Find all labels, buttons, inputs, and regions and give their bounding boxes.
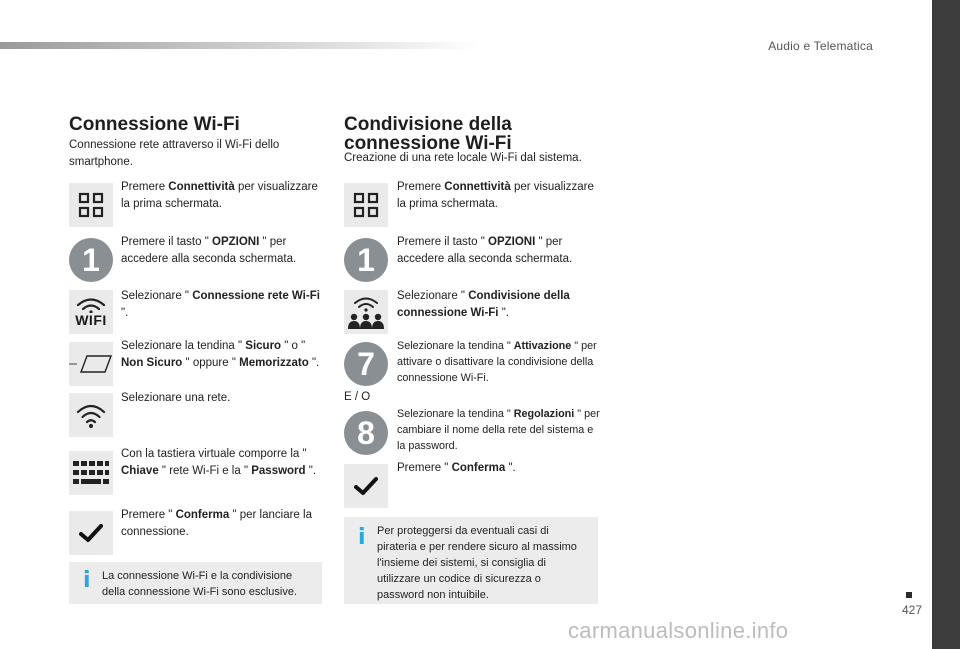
- or-label: E / O: [344, 391, 371, 403]
- right-info-note: [344, 517, 598, 604]
- right-intro: Creazione di una rete locale Wi-Fi dal sistema.: [344, 152, 582, 164]
- step-text-segment: ".: [305, 465, 317, 477]
- step-text-segment: " per lanciare la connessione.: [121, 509, 312, 538]
- left-step-5-text: [121, 390, 326, 407]
- step-badge-7: 7: [344, 342, 388, 386]
- header-gradient-bar: [0, 42, 480, 49]
- step-text-segment: Premere ": [121, 509, 176, 521]
- step-text-segment: Premere il tasto ": [397, 236, 489, 248]
- left-step-2-text: [121, 234, 326, 268]
- right-step-6-text: [397, 460, 602, 477]
- left-step-4-text: [121, 338, 326, 372]
- step-text-segment: Selezionare ": [397, 290, 469, 302]
- wifi-label-tile: [69, 290, 113, 334]
- step-keyword: Condivisione della connessione Wi-Fi: [397, 290, 570, 319]
- network-tile: [69, 393, 113, 437]
- step-text-segment: ".: [121, 307, 129, 319]
- left-step-6-text: [121, 446, 326, 480]
- confirm-tile: [69, 511, 113, 555]
- step-text-segment: " per accedere alla seconda schermata.: [121, 236, 297, 265]
- grid-apps-icon: [77, 191, 105, 219]
- step-text-segment: Con la tastiera virtuale comporre la ": [121, 448, 307, 460]
- wifi-label-icon: [75, 297, 107, 313]
- step-keyword: Connessione rete Wi-Fi: [192, 290, 320, 302]
- step-badge-8: 8: [344, 411, 388, 455]
- parallelogram-field-icon: [69, 353, 113, 375]
- step-text-segment: Premere il tasto ": [121, 236, 213, 248]
- right-section-title: Condivisione della connessione Wi-Fi: [344, 114, 512, 154]
- step-text-segment: Selezionare la tendina ": [397, 340, 514, 352]
- step-keyword: Attivazione: [513, 340, 572, 352]
- step-text-segment: ".: [498, 307, 509, 319]
- wifi-share-icon: [347, 294, 385, 330]
- step-keyword: Regolazioni: [513, 408, 575, 420]
- grid-apps-icon: [352, 191, 380, 219]
- step-keyword: Connettività: [168, 181, 235, 193]
- right-step-1-text: [397, 179, 602, 213]
- step-text-segment: per visualizzare la prima schermata.: [121, 181, 318, 210]
- step-text-segment: Selezionare ": [121, 290, 193, 302]
- step-keyword: Sicuro: [245, 340, 282, 352]
- step-keyword: Password: [251, 465, 306, 477]
- step-keyword: Conferma: [175, 509, 230, 521]
- step-keyword: Connettività: [444, 181, 511, 193]
- step-text-segment: Premere: [397, 181, 445, 193]
- step-keyword: OPZIONI: [488, 236, 536, 248]
- step-badge-1: 1: [344, 238, 388, 282]
- step-text-segment: Premere ": [397, 462, 452, 474]
- step-text-segment: " per accedere alla seconda schermata.: [397, 236, 573, 265]
- step-badge-1: 1: [69, 238, 113, 282]
- checkmark-icon: [354, 476, 378, 496]
- step-text-segment: " rete Wi-Fi e la ": [158, 465, 252, 477]
- step-text-segment: " oppure ": [182, 357, 240, 369]
- step-text-segment: ".: [505, 462, 516, 474]
- step-text-segment: Premere: [121, 181, 169, 193]
- keyboard-icon: [72, 460, 110, 486]
- watermark: carmanualsonline.info: [568, 618, 789, 643]
- step-keyword: Memorizzato: [239, 357, 309, 369]
- left-step-1-text: [121, 179, 326, 213]
- step-keyword: Non Sicuro: [121, 357, 183, 369]
- left-info-note: [69, 562, 322, 604]
- section-header: Audio e Telematica: [768, 39, 873, 53]
- left-section-title: Connessione Wi-Fi: [69, 114, 240, 135]
- step-text-segment: Selezionare una rete.: [121, 392, 231, 404]
- step-keyword: OPZIONI: [212, 236, 260, 248]
- page-number: 427: [901, 603, 922, 617]
- step-text-segment: ".: [308, 357, 320, 369]
- info-icon: i: [83, 568, 91, 593]
- right-step-5-text: [397, 406, 603, 454]
- right-step-4-text: [397, 338, 603, 386]
- step-text-segment: Selezionare la tendina ": [397, 408, 514, 420]
- connectivity-tile: [69, 183, 113, 227]
- step-text-segment: " per cambiare il nome della rete del sistema e la password.: [397, 408, 600, 452]
- checkmark-icon: [79, 523, 103, 543]
- wifi-icon: [75, 402, 107, 428]
- right-step-2-text: [397, 234, 602, 268]
- left-step-7-text: [121, 507, 326, 541]
- right-note-text: Per proteggersi da eventuali casi di pirateria e per rendere sicuro al massimo l'insieme dei sistemi, si consiglia di utilizzare un codice di sicurezza o password non intuibile.: [377, 525, 577, 601]
- step-keyword: Chiave: [121, 465, 159, 477]
- connectivity-tile: [344, 183, 388, 227]
- step-keyword: Conferma: [451, 462, 506, 474]
- info-icon: i: [358, 525, 366, 550]
- step-text-segment: Selezionare la tendina ": [121, 340, 246, 352]
- left-note-text: La connessione Wi-Fi e la condivisione della connessione Wi-Fi sono esclusive.: [102, 570, 298, 598]
- right-step-3-text: [397, 288, 602, 322]
- keyboard-tile: [69, 451, 113, 495]
- step-text-segment: " o ": [281, 340, 306, 352]
- confirm-tile: [344, 464, 388, 508]
- dropdown-tile: [69, 342, 113, 386]
- step-text-segment: " per attivare o disattivare la condivisione della connessione Wi-Fi.: [397, 340, 597, 384]
- left-intro: Connessione rete attraverso il Wi-Fi dello smartphone.: [69, 139, 280, 168]
- left-step-3-text: [121, 288, 326, 322]
- step-text-segment: per visualizzare la prima schermata.: [397, 181, 594, 210]
- side-strip: [932, 0, 960, 649]
- wifi-share-tile: [344, 290, 388, 334]
- wifi-label: WIFI: [75, 312, 107, 328]
- page-marker: [906, 592, 912, 598]
